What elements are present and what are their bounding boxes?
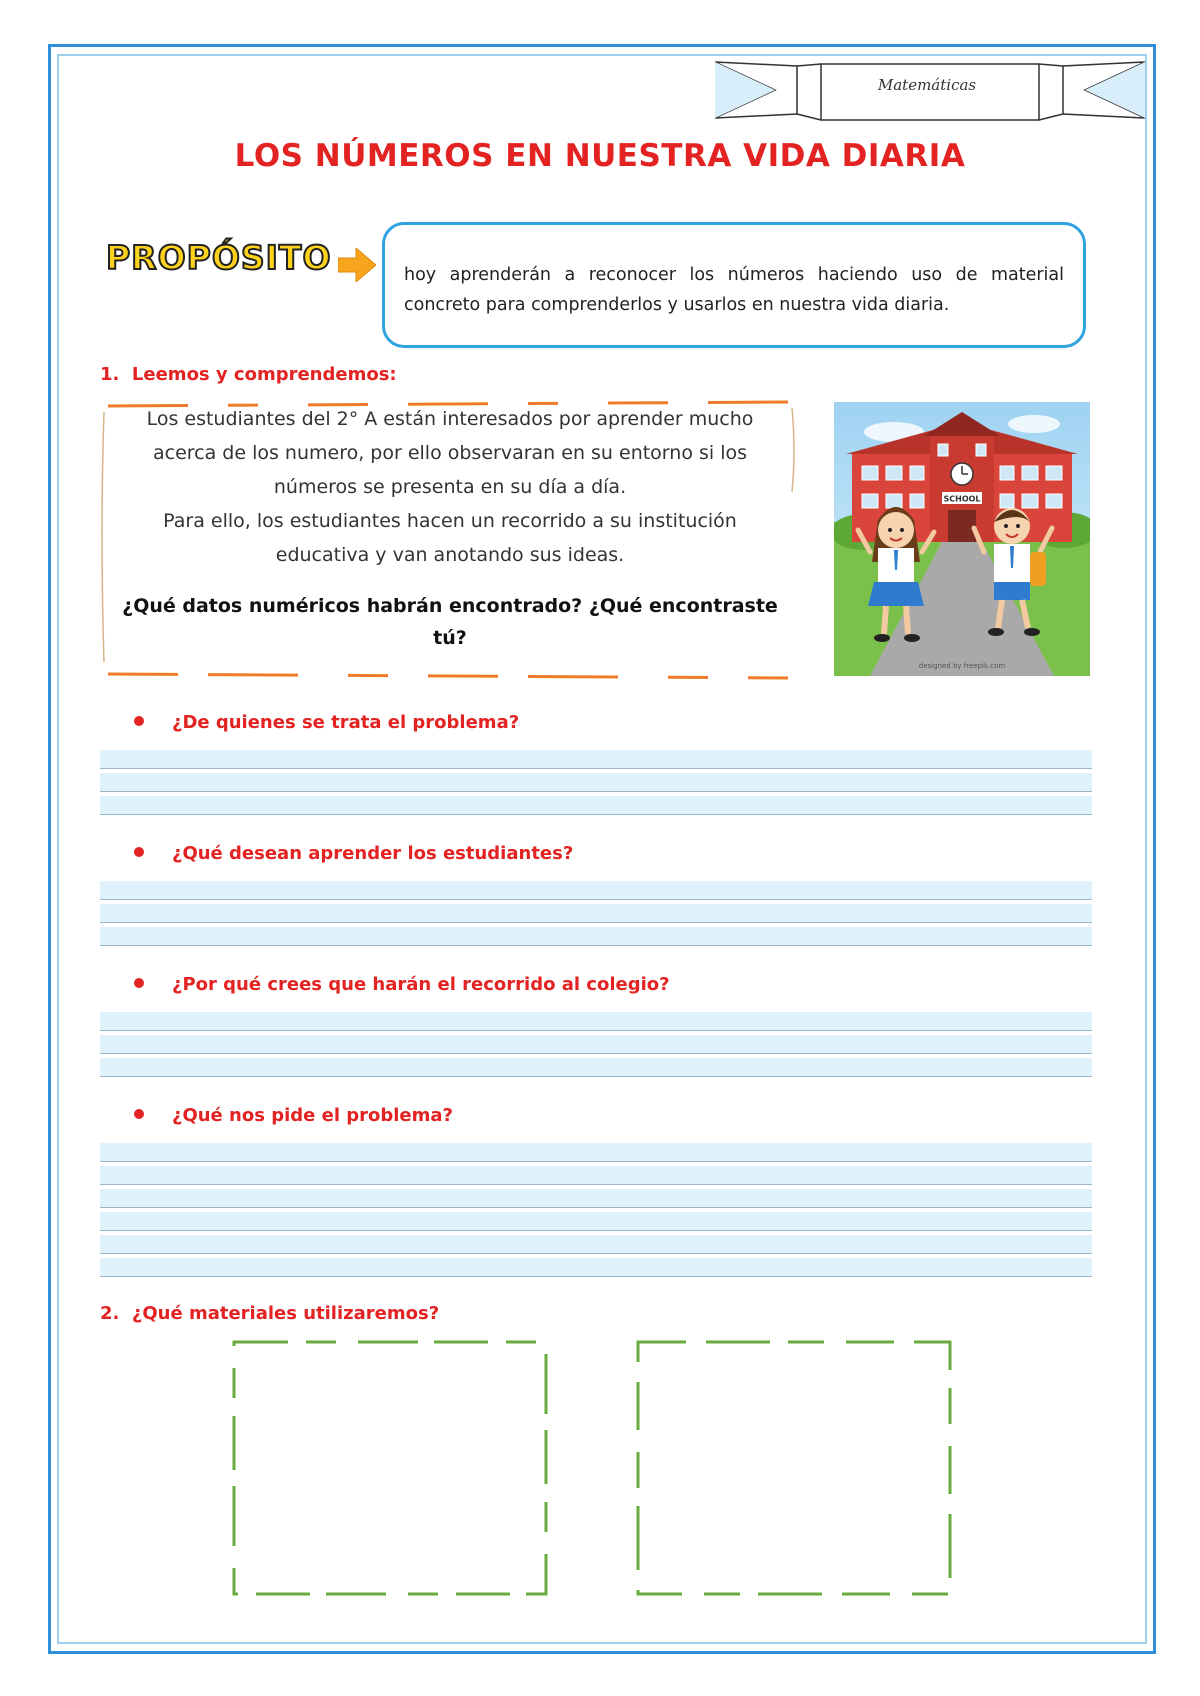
story-paragraph — [110, 402, 790, 572]
story-question-line: tú? — [433, 627, 467, 649]
question-3 — [134, 974, 670, 995]
materials-box-1[interactable] — [228, 1336, 552, 1600]
bullet-icon — [134, 978, 144, 988]
arrow-right-icon — [338, 248, 376, 282]
school-illustration — [834, 402, 1090, 676]
answer-lines-3[interactable] — [100, 1012, 1092, 1077]
page-title: LOS NÚMEROS EN NUESTRA VIDA DIARIA — [234, 138, 966, 174]
question-1 — [134, 712, 519, 733]
answer-lines-1[interactable] — [100, 750, 1092, 815]
bullet-icon — [134, 716, 144, 726]
section-2-title: ¿Qué materiales utilizaremos? — [131, 1303, 440, 1324]
section-1-heading — [100, 364, 397, 385]
section-1-number: 1. — [100, 364, 120, 385]
story-line: Para ello, los estudiantes hacen un recorrido a su institución — [163, 510, 737, 532]
subject-label: Matemáticas — [877, 76, 977, 94]
answer-lines-4[interactable] — [100, 1143, 1092, 1277]
section-2-heading — [100, 1303, 439, 1324]
question-3-text: ¿Por qué crees que harán el recorrido al colegio? — [172, 974, 670, 995]
section-2-number: 2. — [100, 1303, 120, 1324]
story-line: Los estudiantes del 2° A están interesados por aprender mucho — [146, 408, 754, 430]
story-question — [110, 590, 790, 654]
story-line: acerca de los numero, por ello observaran en su entorno si los — [152, 442, 748, 464]
purpose-badge: PROPÓSITO — [106, 238, 332, 277]
answer-lines-2[interactable] — [100, 881, 1092, 946]
materials-box-2[interactable] — [632, 1336, 956, 1600]
bullet-icon — [134, 1109, 144, 1119]
story-line: educativa y van anotando sus ideas. — [275, 544, 625, 566]
question-2 — [134, 843, 573, 864]
story-line: números se presenta en su día a día. — [273, 476, 627, 498]
bullet-icon — [134, 847, 144, 857]
question-2-text: ¿Qué desean aprender los estudiantes? — [172, 843, 574, 864]
question-4-text: ¿Qué nos pide el problema? — [172, 1105, 453, 1126]
purpose-text: hoy aprenderán a reconocer los números haciendo uso de material concreto para comprenderlos y usarlos en nuestra vida diaria. — [404, 265, 1064, 315]
story-question-line: ¿Qué datos numéricos habrán encontrado? ¿Qué encontraste — [122, 595, 778, 617]
question-1-text: ¿De quienes se trata el problema? — [172, 712, 520, 733]
section-1-title: Leemos y comprendemos: — [131, 364, 397, 385]
illustration-credit: designed by freepik.com — [918, 662, 1006, 670]
school-sign: SCHOOL — [943, 494, 981, 504]
question-4 — [134, 1105, 453, 1126]
